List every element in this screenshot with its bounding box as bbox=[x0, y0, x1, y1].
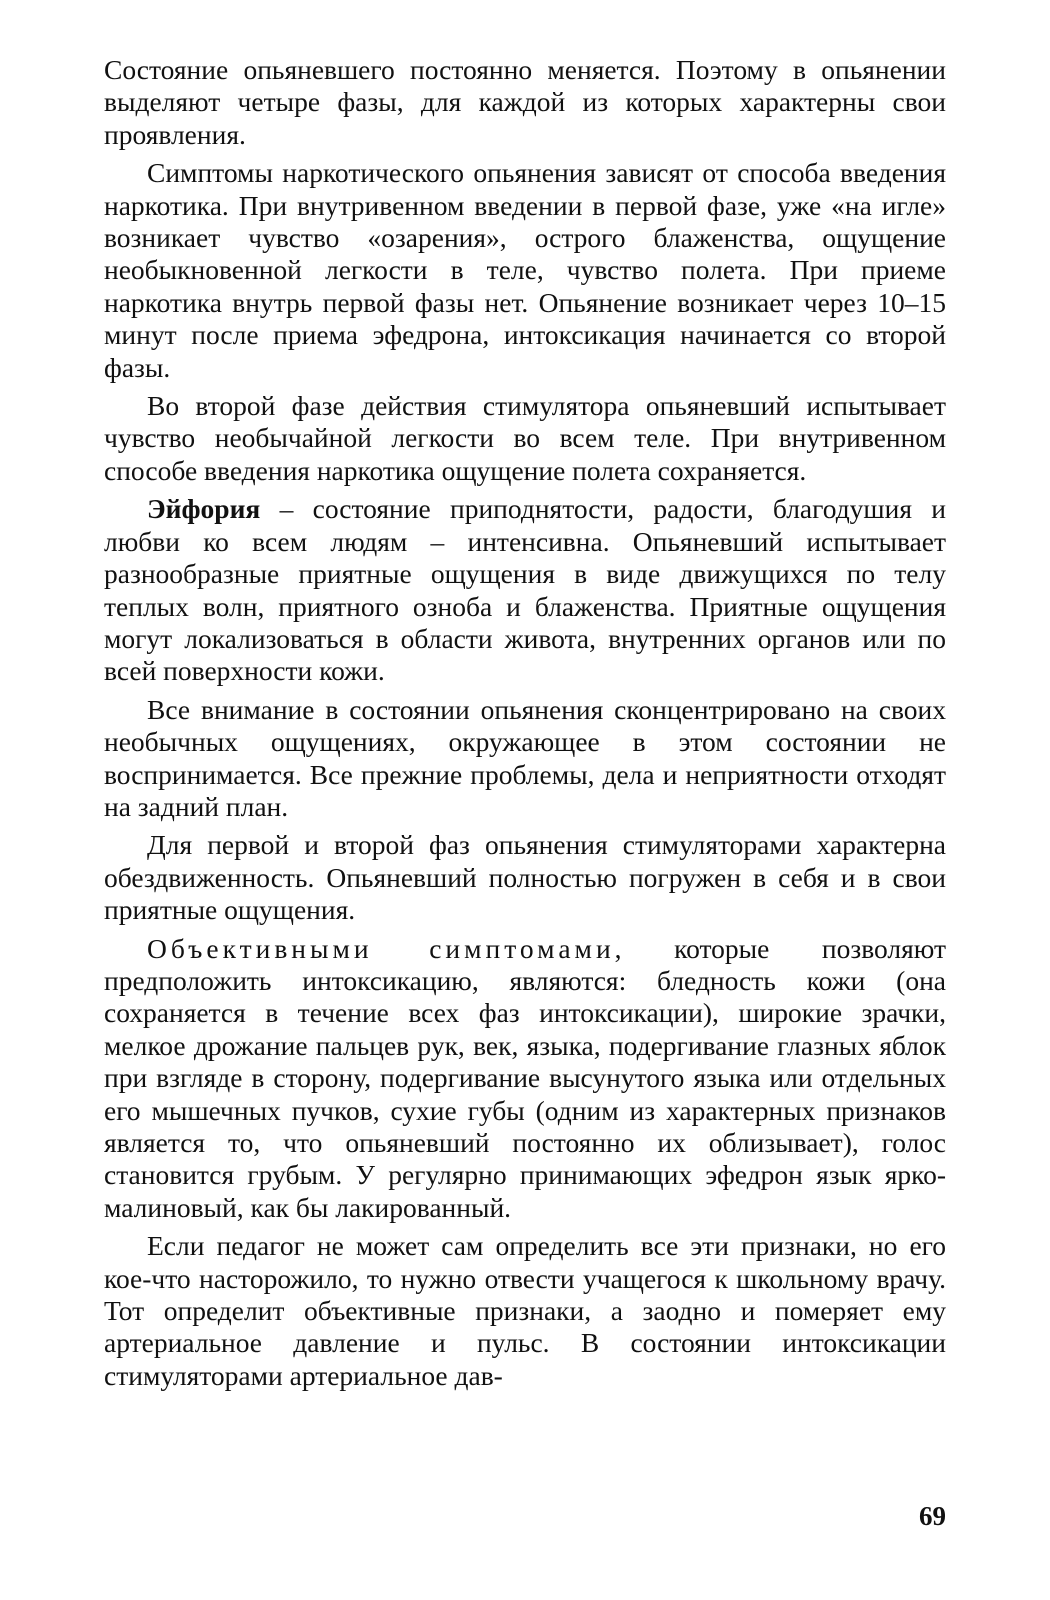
paragraph-5 bbox=[104, 694, 946, 824]
paragraph-8-text: Если педагог не может сам определить все эти признаки, но его кое-что насторожило, то нужно отвести учащегося к школьному врачу. Тот определит объективные признаки, а заодно и померяет ему артериальное давление и пульс. В состоянии интоксикации стимуляторами артериальное дав- bbox=[104, 1230, 946, 1391]
paragraph-1-text: Состояние опьяневшего постоянно меняется. Поэтому в опьянении выделяют четыре фазы, для каждой из которых характерны свои проявления. bbox=[104, 54, 946, 150]
euphoria-term: Эйфория bbox=[147, 493, 261, 525]
page-number: 69 bbox=[919, 1501, 946, 1531]
paragraph-3 bbox=[104, 390, 946, 487]
objective-symptoms-term: Объективными симптомами bbox=[147, 932, 615, 964]
paragraph-2 bbox=[104, 157, 946, 384]
paragraph-1 bbox=[104, 54, 946, 151]
paragraph-5-text: Все внимание в состоянии опьянения сконцентрировано на своих необычных ощущениях, окружающее в этом состоянии не воспринимается. Все прежние проблемы, дела и неприятности отходят на задний план. bbox=[104, 693, 946, 822]
paragraph-8 bbox=[104, 1230, 946, 1392]
paragraph-2-text: Симптомы наркотического опьянения зависят от способа введения наркотика. При внутривенном введении в первой фазе, уже «на игле» возникает чувство «озарения», острого блаженства, ощущение необыкновенной легкости в теле, чувство полета. При приеме наркотика внутрь первой фазы нет. Опьянение возникает через 10–15 минут после приема эфедрона, интоксикация начинается со второй фазы. bbox=[104, 157, 946, 383]
paragraph-7 bbox=[104, 933, 946, 1225]
paragraph-4 bbox=[104, 493, 946, 687]
paragraph-6-text: Для первой и второй фаз опьянения стимуляторами характерна обездвиженность. Опьяневший полностью погружен в себя и в свои приятные ощущения. bbox=[104, 829, 946, 926]
paragraph-3-text: Во второй фазе действия стимулятора опьяневший испытывает чувство необычайной легкости во всем теле. При внутривенном способе введения наркотика ощущение полета сохраняется. bbox=[104, 390, 946, 486]
paragraph-6 bbox=[104, 829, 946, 926]
paragraph-4-text: – состояние приподнятости, радости, благодушия и любви ко всем людям – интенсивна. Опьяневший испытывает разнообразные приятные ощущения в виде движущихся по телу теплых волн, приятного озноба и блаженства. Приятные ощущения могут локализоваться в области живота, внутренних органов или по всей поверхности кожи. bbox=[104, 493, 946, 687]
paragraph-7-text: , которые позволяют предположить интоксикацию, являются: бледность кожи (она сохраняется в течение всех фаз интоксикации), широкие зрачки, мелкое дрожание пальцев рук, век, языка, подергивание глазных яблок при взгляде в сторону, подергивание высунутого языка или отдельных его мышечных пучков, сухие губы (одним из характерных признаков является то, что опьяневший постоянно их облизывает), голос становится грубым. У регулярно принимающих эфедрон язык ярко-малиновый, как бы лакированный. bbox=[104, 932, 946, 1223]
